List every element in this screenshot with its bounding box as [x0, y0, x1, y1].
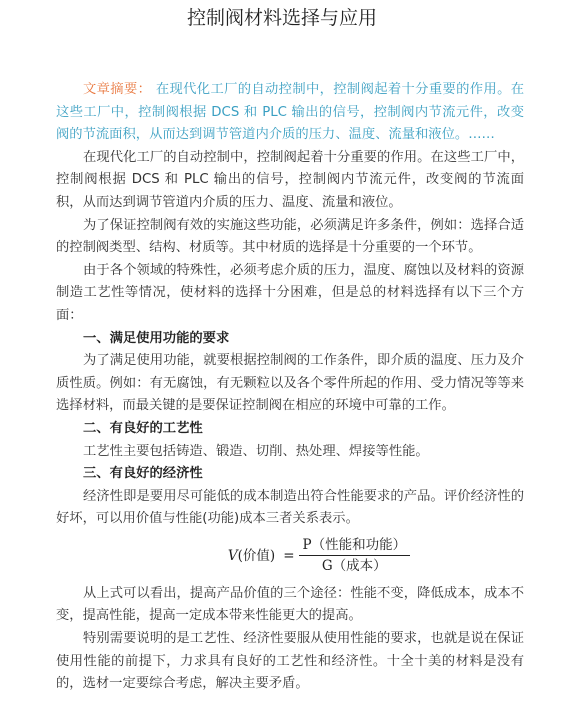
section-heading: 三、有良好的经济性 [83, 466, 203, 482]
body-paragraph: 为了满足使用功能，就要根据控制阀的工作条件，即介质的温度、压力及介质性质。例如：有无腐蚀，有无颗粒以及各个零件所起的作用、受力情况等等来选择材料，而最关键的是要保证控制阀在相应的环境中可靠的工作。 [56, 353, 524, 414]
body-paragraph: 在现代化工厂的自动控制中，控制阀起着十分重要的作用。在这些工厂中，控制阀根据 DCS 和 PLC 输出的信号，控制阀内节流元件，改变阀的节流面积，从而达到调节管道内介质的压力、温度、流量和液位。 [56, 149, 524, 210]
body-paragraph: 经济性即是要用尽可能低的成本制造出符合性能要求的产品。评价经济性的好坏，可以用价值与性能(功能)成本三者关系表示。 [56, 488, 524, 527]
value-formula [56, 533, 524, 579]
formula-lhs [228, 545, 275, 568]
article-title: 控制阀材料选择与应用 [186, 7, 377, 29]
summary-label: 文章摘要： [83, 82, 152, 97]
body-paragraph: 特别需要说明的是工艺性、经济性要服从使用性能的要求，也就是说在保证使用性能的前提下，力求具有良好的工艺性和经济性。十全十美的材料是没有的，选材一定要综合考虑，解决主要矛盾。 [56, 631, 524, 692]
formula-equals: = [283, 547, 295, 564]
summary-text: 在现代化工厂的自动控制中，控制阀起着十分重要的作用。在这些工厂中，控制阀根据 DCS 和 PLC 输出的信号，控制阀内节流元件，改变阀的节流面积，从而达到调节管道内介质的压力、温度、流量和液位。…… [56, 82, 525, 143]
body-paragraph: 由于各个领域的特殊性，必须考虑介质的压力，温度、腐蚀以及材料的资源制造工艺性等情况，使材料的选择十分困难，但是总的材料选择有以下三个方面： [56, 262, 524, 323]
section-heading: 二、有良好的工艺性 [83, 420, 203, 436]
formula-numerator: P（性能和功能） [299, 536, 411, 556]
body-paragraph: 从上式可以看出，提高产品价值的三个途径：性能不变，降低成本，成本不变，提高性能，提高一定成本带来性能更大的提高。 [56, 585, 524, 624]
section-heading: 一、满足使用功能的要求 [83, 330, 230, 346]
body-paragraph: 为了保证控制阀有效的实施这些功能，必须满足许多条件，例如：选择合适的控制阀类型、结构、材质等。其中材质的选择是十分重要的一个环节。 [56, 217, 524, 256]
article-summary [56, 79, 524, 147]
formula-variable: V [227, 547, 238, 564]
formula-fraction [299, 536, 411, 575]
formula-lhs-text: (价值) [237, 547, 276, 564]
formula-denominator: G（成本） [321, 558, 387, 575]
article-body [56, 79, 524, 696]
body-paragraph: 工艺性主要包括铸造、锻造、切削、热处理、焊接等性能。 [83, 443, 429, 459]
